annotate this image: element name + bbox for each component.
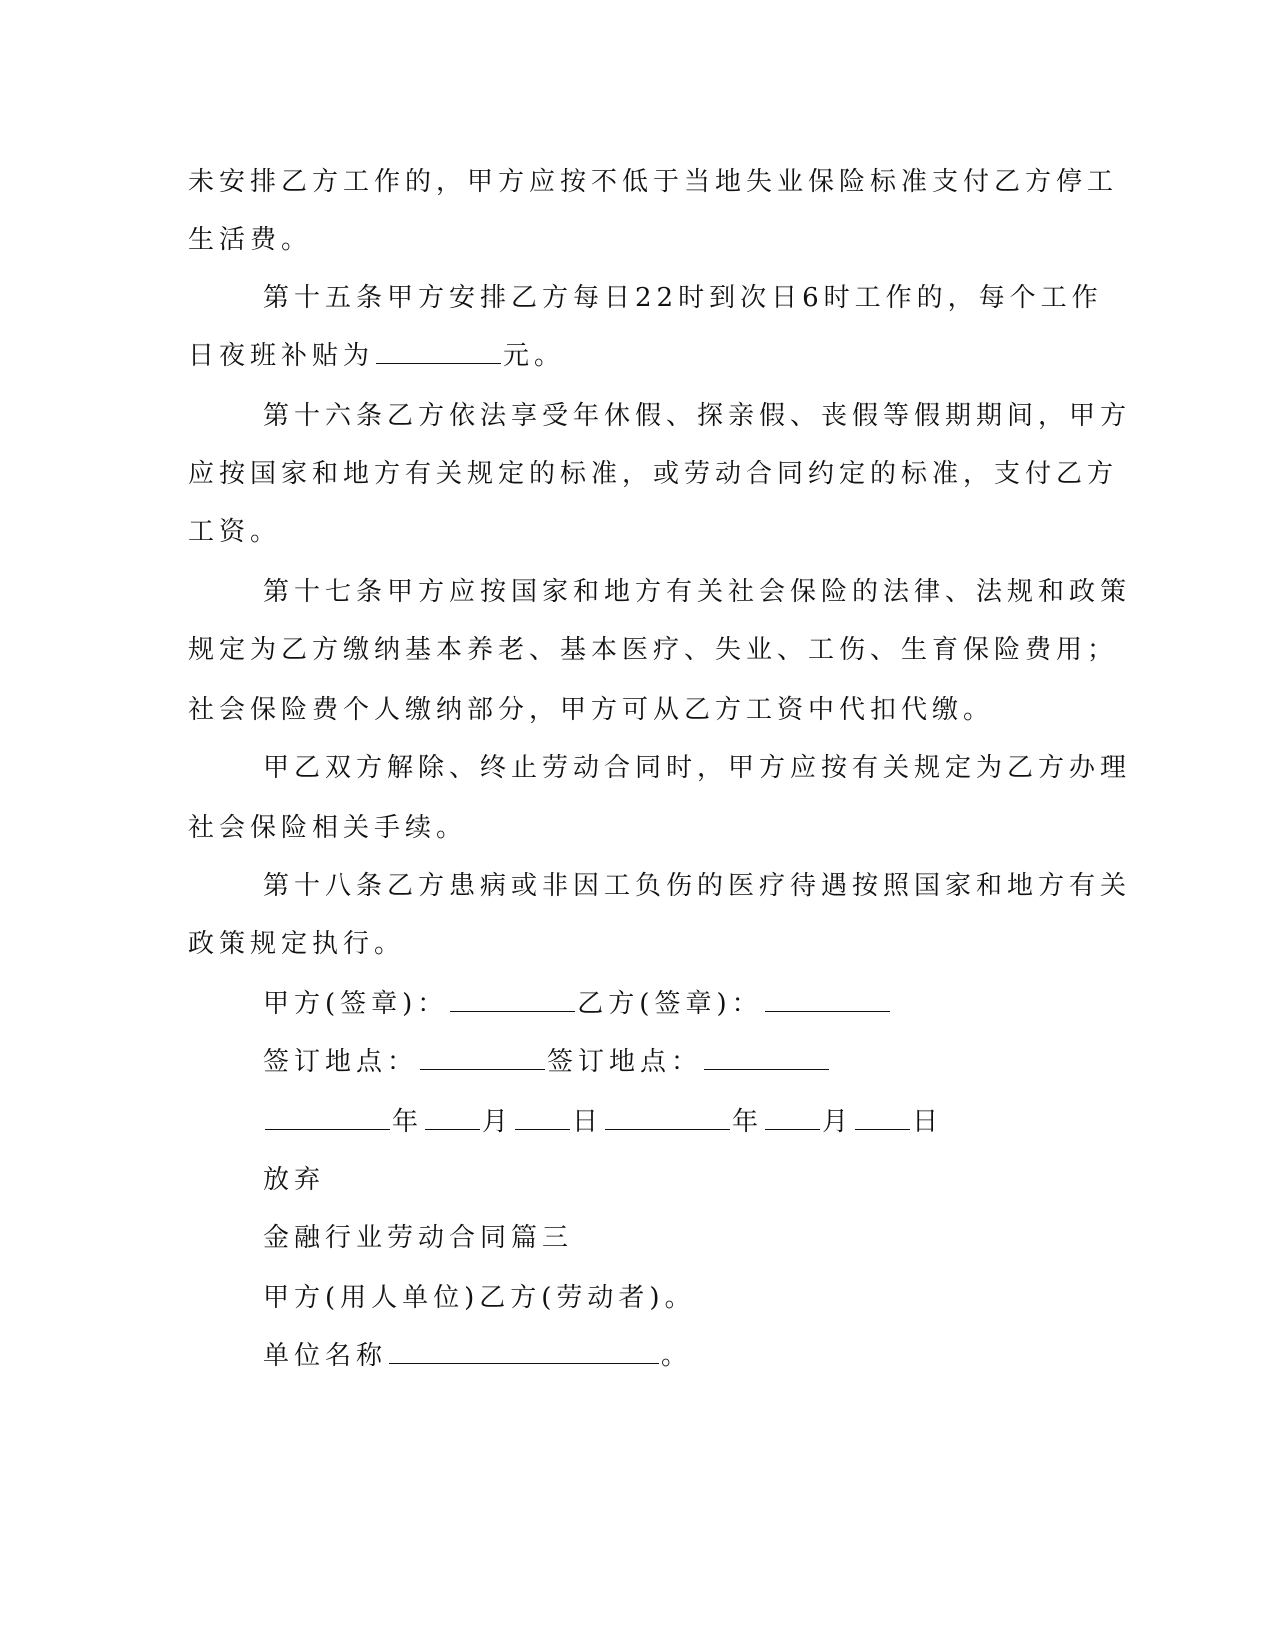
party-b-place-label: 签订地点： <box>547 1047 703 1077</box>
unit-name-period: 。 <box>661 1341 693 1371</box>
night-allowance-blank <box>376 362 501 364</box>
year-label: 年 <box>392 1107 424 1137</box>
paragraph-line: 甲乙双方解除、终止劳动合同时，甲方应按有关规定为乙方办理 <box>263 753 1132 783</box>
day-blank-a <box>515 1128 570 1130</box>
paragraph-line: 第十八条乙方患病或非因工负伤的医疗待遇按照国家和地方有关 <box>263 871 1132 901</box>
party-b-place-blank <box>704 1068 829 1070</box>
paragraph-line: 社会保险相关手续。 <box>188 813 468 843</box>
paragraph-line: 社会保险费个人缴纳部分，甲方可从乙方工资中代扣代缴。 <box>188 695 995 725</box>
party-a-signature-label: 甲方(签章)： <box>263 989 449 1019</box>
section-title: 金融行业劳动合同篇三 <box>263 1223 574 1253</box>
year-blank-a <box>265 1128 390 1130</box>
paragraph-line: 第十六条乙方依法享受年休假、探亲假、丧假等假期期间，甲方 <box>263 401 1132 431</box>
abandon-text: 放弃 <box>263 1165 326 1195</box>
unit-name-line <box>263 1340 692 1372</box>
day-label: 日 <box>912 1107 944 1137</box>
date-line <box>263 1106 943 1138</box>
paragraph-line: 应按国家和地方有关规定的标准，或劳动合同约定的标准，支付乙方 <box>188 459 1119 489</box>
paragraph-line-with-blank <box>188 340 565 372</box>
paragraph-line: 工资。 <box>188 517 282 547</box>
party-b-signature-label: 乙方(签章)： <box>577 989 763 1019</box>
party-a-place-label: 签订地点： <box>263 1047 419 1077</box>
paragraph-line: 第十五条甲方安排乙方每日22时到次日6时工作的，每个工作 <box>263 283 1103 313</box>
party-a-place-blank <box>420 1068 545 1070</box>
paragraph-line: 未安排乙方工作的，甲方应按不低于当地失业保险标准支付乙方停工 <box>188 167 1119 197</box>
year-blank-b <box>605 1128 730 1130</box>
month-blank-b <box>765 1128 820 1130</box>
paragraph-line: 生活费。 <box>188 225 313 255</box>
unit-name-blank <box>389 1362 659 1364</box>
month-blank-a <box>425 1128 480 1130</box>
signing-place-line <box>263 1046 831 1078</box>
day-blank-b <box>855 1128 910 1130</box>
month-label: 月 <box>822 1107 854 1137</box>
day-label: 日 <box>572 1107 604 1137</box>
paragraph-line: 规定为乙方缴纳基本养老、基本医疗、失业、工伤、生育保险费用； <box>188 635 1119 665</box>
unit-name-label: 单位名称 <box>263 1341 388 1371</box>
parties-line: 甲方(用人单位)乙方(劳动者)。 <box>263 1283 696 1313</box>
night-allowance-label: 日夜班补贴为 <box>188 341 375 371</box>
month-label: 月 <box>482 1107 514 1137</box>
currency-unit: 元。 <box>503 341 566 371</box>
party-b-signature-blank <box>765 1010 890 1012</box>
signature-line <box>263 988 892 1020</box>
paragraph-line: 政策规定执行。 <box>188 929 406 959</box>
year-label: 年 <box>732 1107 764 1137</box>
paragraph-line: 第十七条甲方应按国家和地方有关社会保险的法律、法规和政策 <box>263 577 1132 607</box>
party-a-signature-blank <box>450 1010 575 1012</box>
